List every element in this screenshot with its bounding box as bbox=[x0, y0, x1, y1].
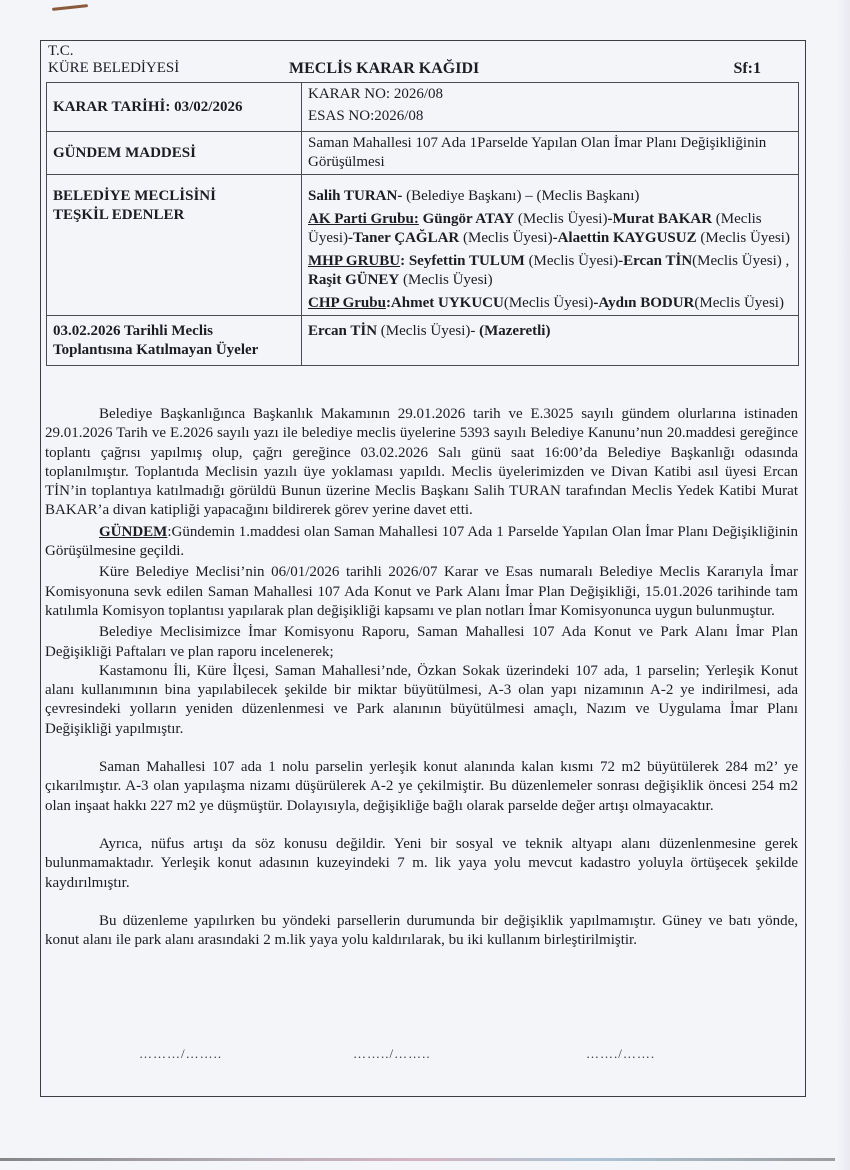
absent-cell bbox=[302, 316, 799, 366]
president-name: Salih TURAN- bbox=[308, 188, 403, 204]
members-label bbox=[47, 175, 302, 316]
paragraph-review: Belediye Meclisimizce İmar Komisyonu Raporu, Saman Mahallesi 107 Ada Konut ve Park Alanı İmar Plan Değişikliği Paftaları ve plan raporu incelenerek; bbox=[45, 624, 798, 660]
info-table bbox=[46, 82, 799, 366]
members-label-line2: TEŞKİL EDENLER bbox=[53, 207, 185, 223]
decision-sheet bbox=[40, 40, 806, 1097]
member-role: (Meclis Üyesi) bbox=[696, 230, 790, 246]
header-tc: T.C. bbox=[48, 43, 74, 59]
absent-label-line1: 03.02.2026 Tarihli Meclis bbox=[53, 323, 214, 339]
absent-label-line2: Toplantısına Katılmayan Üyeler bbox=[53, 342, 259, 358]
member-role: (Meclis Üyesi) bbox=[503, 295, 594, 311]
member-role: (Meclis Üyesi) bbox=[308, 211, 762, 246]
member-role: (Meclis Üyesi) bbox=[524, 253, 619, 269]
row-members bbox=[47, 175, 799, 316]
header-municipality: KÜRE BELEDİYESİ bbox=[48, 60, 180, 76]
member-name: -Murat BAKAR bbox=[607, 211, 713, 227]
group-ak-parti bbox=[308, 210, 792, 248]
gundem-label: GÜNDEM MADDESİ bbox=[47, 132, 302, 175]
members-label-line1: BELEDİYE MECLİSİNİ bbox=[53, 188, 216, 204]
scan-mark bbox=[52, 4, 88, 11]
absent-reason: (Mazeretli) bbox=[479, 323, 551, 339]
member-role: (Meclis Üyesi) , bbox=[692, 253, 790, 269]
signature-date-1: ………/…….. bbox=[139, 1046, 223, 1061]
paragraph-gundem bbox=[45, 523, 798, 562]
group-name: AK Parti Grubu: bbox=[308, 211, 419, 227]
member-name: : Seyfettin TULUM bbox=[400, 253, 525, 269]
member-name: Güngör ATAY bbox=[418, 211, 515, 227]
group-name: MHP GRUBU bbox=[308, 253, 401, 269]
president bbox=[308, 187, 792, 206]
member-name: -Aydın BODUR bbox=[593, 295, 695, 311]
document-title: MECLİS KARAR KAĞIDI bbox=[289, 60, 480, 77]
absent-label bbox=[47, 316, 302, 366]
gundem-value: Saman Mahallesi 107 Ada 1Parselde Yapılan Olan İmar Planı Değişikliğinin Görüşülmesi bbox=[302, 132, 799, 175]
president-role: (Belediye Başkanı) – (Meclis Başkanı) bbox=[402, 188, 640, 204]
absent-role: (Meclis Üyesi)- bbox=[377, 323, 480, 339]
gundem-heading: GÜNDEM bbox=[99, 523, 168, 540]
row-karar bbox=[47, 83, 799, 132]
member-name: :Ahmet UYKUCU bbox=[385, 295, 504, 311]
group-name: CHP Grubu bbox=[308, 295, 386, 311]
member-role: (Meclis Üyesi) bbox=[459, 230, 553, 246]
karar-no: KARAR NO: 2026/08 bbox=[308, 86, 444, 102]
members-cell bbox=[302, 175, 799, 316]
signature-date-3: ……./……. bbox=[586, 1046, 656, 1061]
paper-edge bbox=[0, 1158, 835, 1161]
member-role: (Meclis Üyesi) bbox=[399, 272, 493, 288]
member-name: -Ercan TİN bbox=[618, 253, 693, 269]
paragraph-population: Ayrıca, nüfus artışı da söz konusu değildir. Yeni bir sosyal ve teknik altyapı alanı düzenlenmesine gerek bulunmamaktadır. Yerleşik konut adasının kuzeyindeki 7 m. lik yaya yolu mevcut kadastro yoluyla örtüşecek şekilde kaydırılmıştır. bbox=[45, 835, 798, 891]
member-name: Raşit GÜNEY bbox=[308, 272, 400, 288]
paragraph-meeting: Belediye Başkanlığınca Başkanlık Makamının 29.01.2026 tarih ve E.3025 sayılı gündem olurlarına istinaden 29.01.2026 Tarih ve E.2026 sayılı yazı ile belediye meclis üyelerine 5393 sayılı Belediye Kanunu’nun 20.maddesi gereğince toplantı çağrısı yapılmış olup, çağrı gereğince 03.02.2026 Salı günü saat 16:00’da Belediye Başkanlığı odasında toplanılmıştır. Toplantıda Meclisin yazılı üye yoklaması yapıldı. Meclis üyelerimizden ve Divan Katibi asıl üyesi Ercan TİN’in toplantıya katılmadığı görüldü Bunun üzerine Meclis Başkanı Salih TURAN tarafından Meclis Yedek Katibi Murat BAKAR’a divan katipliği yapacağını bildirerek görev yerine davet etti. bbox=[45, 406, 798, 519]
absent-name: Ercan TİN bbox=[308, 323, 378, 339]
member-name: -Taner ÇAĞLAR bbox=[348, 230, 460, 246]
page-number: Sf:1 bbox=[733, 60, 761, 77]
member-role: (Meclis Üyesi) bbox=[514, 211, 608, 227]
paragraph-parcels: Bu düzenleme yapılırken bu yöndeki parsellerin durumunda bir değişiklik yapılmamıştır. Güney ve batı yönde, konut alanı ile park alanı arasındaki 2 m.lik yaya yolu kaldırılarak, bu iki kullanım birleştirilmiştir. bbox=[45, 912, 798, 949]
member-role: (Meclis Üyesi) bbox=[694, 295, 784, 311]
row-absent bbox=[47, 316, 799, 366]
paragraph-commission: Küre Belediye Meclisi’nin 06/01/2026 tarihli 2026/07 Karar ve Esas numaralı Belediye Meclis Kararıyla İmar Komisyonuna sevk edilen Saman Mahallesi 107 Ada Konut ve Park Alanı İmar Plan Değişikliği, 15.01.2026 tarihinde tam katılımla Komisyon toplantısı yapılarak plan değişikliği kapsamı ve plan notları İmar Komisyonunca uygun bulunmuştur. bbox=[45, 564, 798, 619]
paragraph-area: Saman Mahallesi 107 ada 1 nolu parselin yerleşik konut alanında kalan kısmı 72 m2 büyütülerek 284 m2’ ye çıkarılmıştır. A-3 olan yapılaşma nizamı düşürülerek A-2 ye çekilmiştir. Bu düzenlemeler sonrası değişiklik öncesi 254 m2 olan inşaat hakkı 227 m2 ye düşmüştür. Dolayısıyla, değişikliğe bağlı olarak parselde değer artışı olmayacaktır. bbox=[45, 759, 798, 814]
row-gundem bbox=[47, 132, 799, 175]
member-name: -Alaettin KAYGUSUZ bbox=[552, 230, 697, 246]
group-chp bbox=[308, 294, 792, 313]
esas-no: ESAS NO:2026/08 bbox=[308, 108, 424, 124]
karar-esas-cell bbox=[302, 83, 799, 132]
gundem-text: :Gündemin 1.maddesi olan Saman Mahallesi 107 Ada 1 Parselde Yapılan Olan İmar Planı Değişikliğinin Görüşülmesine geçildi. bbox=[45, 523, 798, 560]
scan-shadow bbox=[836, 0, 850, 1170]
karar-tarihi-label: KARAR TARİHİ: 03/02/2026 bbox=[47, 83, 302, 132]
group-mhp bbox=[308, 252, 792, 290]
paragraph-plan-change: Kastamonu İli, Küre İlçesi, Saman Mahallesi’nde, Özkan Sokak üzerindeki 107 ada, 1 parselin; Yerleşik Konut alanı kullanımının bina yapılabilecek şekilde bir miktar büyütülmesi, A-3 olan yapı nizamının A-2 ye indirilmesi, ada çevresindeki yolların yeniden düzenlenmesi ve Park alanının büyütülmesi amaçlı, Nazım ve Uygulama İmar Planı Değişikliği yapılmıştır. bbox=[45, 662, 798, 737]
signature-date-2: ……../…….. bbox=[353, 1046, 431, 1061]
decision-body bbox=[45, 405, 798, 950]
